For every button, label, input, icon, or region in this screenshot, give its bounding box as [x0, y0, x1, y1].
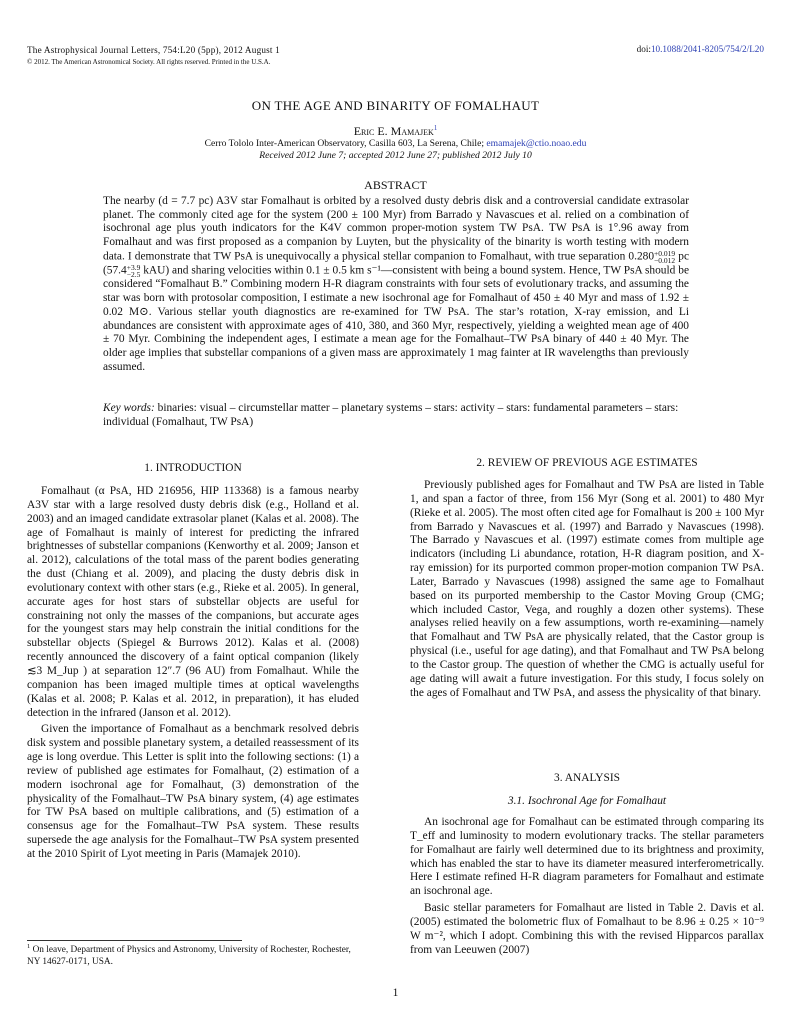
author-line — [0, 124, 791, 139]
journal-citation: The Astrophysical Journal Letters, 754:L20 (5pp), 2012 August 1 — [27, 45, 280, 55]
kau-errors — [127, 264, 141, 278]
separation-upper-error: +0.019 — [654, 248, 676, 258]
author-email-link[interactable]: emamajek@ctio.noao.edu — [486, 138, 587, 149]
abstract-text-1: The nearby (d = 7.7 pc) A3V star Fomalhaut is orbited by a resolved dusty debris disk and a controversial candidate extrasolar planet. The commonly cited age for the system (200 ± 100 Myr) from Barrado y Navascues et al. relied on a combination of isochronal age plus youth indicators for the K4V common proper-motion system TW PsA. TW PsA is 1°.96 away from Fomalhaut and was first proposed as a companion by Luyten, but the physicality of the binarity is worth testing with modern data. I demonstrate that TW PsA is unequivocally a physical stellar companion to Fomalhaut, with true separation — [103, 195, 689, 263]
intro-heading: 1. INTRODUCTION — [144, 462, 242, 474]
review-paragraph-1: Previously published ages for Fomalhaut and TW PsA are listed in Table 1, and span a factor of three, from 156 Myr (Song et al. 2001) to 480 Myr (Rieke et al. 2005). The most often cited age for Fomalhaut is 200 ± 100 Myr from Barrado y Navascues et al. (1997) and Barrado y Navascues (1998). The Barrado y Navascues et al. (1997) estimate comes from multiple age indicators (including Li abundance, rotation, H-R diagram position, and X-ray emission) for its purported common proper-motion companion TW PsA. Later, Barrado y Navascues (1998) assigned the same age to Fomalhaut based on its purported membership to the Castor Moving Group (CMG; which included Castor, Vega, and roughly a dozen other systems). These analyses relied heavily on a few assumptions, worth re-examining—namely that Fomalhaut and TW PsA are physically related, that the Castor group is physical (i.e., useful for age dating), and that Fomalhaut and TW PsA belong to the Castor group. The question of whether the CMG is actually useful for age dating will await a future investigation. For this study, I focus solely on the ages of Fomalhaut and TW PsA, and assess the physicality of that binary. — [410, 479, 764, 699]
kau-upper-error: +3.9 — [126, 263, 141, 273]
keywords-label: Key words: — [103, 402, 155, 414]
review-heading: 2. REVIEW OF PREVIOUS AGE ESTIMATES — [476, 457, 698, 469]
footnote-rule — [27, 940, 242, 941]
isochronal-subheading: 3.1. Isochronal Age for Fomalhaut — [507, 795, 667, 807]
author-name: Eric E. Mamajek — [353, 124, 434, 138]
right-column-analysis — [410, 816, 764, 957]
abstract-body — [103, 195, 689, 374]
publication-dates: Received 2012 June 7; accepted 2012 June 27; published 2012 July 10 — [259, 150, 532, 161]
paper-title: ON THE AGE AND BINARITY OF FOMALHAUT — [251, 98, 540, 113]
doi-header — [637, 44, 764, 54]
separation-lower-error: −0.012 — [654, 255, 676, 265]
running-header — [27, 44, 280, 68]
separation-errors — [654, 250, 675, 264]
keywords-block — [103, 402, 689, 429]
author-footnote-mark[interactable]: 1 — [433, 124, 438, 132]
separation-value: 0.280 — [628, 250, 655, 263]
abstract-text-2: pc (57.4 — [103, 250, 690, 277]
isochronal-paragraph-1: An isochronal age for Fomalhaut can be estimated through comparing its T_eff and luminosity to modern evolutionary tracks. The stellar parameters for Fomalhaut are fairly well determined due to its brightness and proximity, which has enabled the star to have its diameter measured interferometrically. Here I estimate refined H-R diagram parameters for Fomalhaut and estimate an isochronal age. — [410, 816, 764, 898]
copyright-line: © 2012. The American Astronomical Society. All rights reserved. Printed in the U.S.A. — [27, 58, 271, 66]
analysis-heading: 3. ANALYSIS — [554, 772, 620, 784]
abstract-text-3: kAU) and sharing velocities within 0.1 ± 0.5 km s⁻¹—consistent with being a bound system. Hence, TW PsA should be considered “Fomalhaut B.” Combining modern H-R diagram constraints with four sets of evolutionary tracks, and assuming the star was born with protosolar composition, I estimate a new isochronal age for Fomalhaut of 450 ± 40 Myr and mass of 1.92 ± 0.02 M⊙. Various stellar youth diagnostics are re-examined for TW PsA. The star’s rotation, X-ray emission, and Li abundances are consistent with approximate ages of 410, 380, and 360 Myr, respectively, yielding a weighted mean age of 400 ± 70 Myr. Combining the independent ages, I estimate a mean age for the Fomalhaut–TW PsA binary of 440 ± 40 Myr. The older age implies that substellar companions of a given mass are approximately 1 mag fainter at IR wavelengths than previously assumed. — [103, 264, 689, 373]
affiliation — [0, 138, 791, 149]
affiliation-text: Cerro Tololo Inter-American Observatory, Casilla 603, La Serena, Chile; — [204, 138, 485, 149]
doi-prefix: doi: — [636, 44, 651, 54]
left-column — [27, 485, 359, 862]
intro-paragraph-1: Fomalhaut (α PsA, HD 216956, HIP 113368) is a famous nearby A3V star with a large resolved dusty debris disk (e.g., Holland et al. 2003) and an imaged candidate extrasolar planet (Kalas et al. 2008). The age of Fomalhaut is mainly of interest for predicting the infrared brightnesses of substellar companions (Kenworthy et al. 2009; Janson et al. 2012), calculations of the total mass of the parent bodies generating the dust (Chiang et al. 2009), and placing the dusty debris disk in evolutionary context with other stars (e.g., Rieke et al. 2005). In general, accurate ages for host stars of substellar objects are useful for constraining not only the masses of the companions, but accurate ages for the youngest stars may help constrain the initial conditions for the substellar objects (Spiegel & Burrows 2012). Kalas et al. (2008) recently announced the discovery of a faint optical companion (likely ≲3 M_Jup ) at separation 12″.7 (96 AU) from Fomalhaut. While the companion has been imaged multiple times at optical wavelengths (Kalas et al. 2008; P. Kalas et al. 2012, in preparation), it has eluded detection in the infrared (Janson et al. 2012). — [27, 485, 359, 719]
keywords-list: binaries: visual – circumstellar matter – planetary systems – stars: activity – stars: fundamental parameters – stars: individual (Fomalhaut, TW PsA) — [103, 402, 679, 428]
isochronal-paragraph-2: Basic stellar parameters for Fomalhaut are listed in Table 2. Davis et al. (2005) estimated the bolometric flux of Fomalhaut to be 8.96 ± 0.25 × 10⁻⁹ W m⁻², which I adopt. Combining this with the revised Hipparcos parallax from van Leeuwen (2007) — [410, 902, 764, 956]
abstract-heading: ABSTRACT — [364, 178, 427, 192]
footnote — [27, 942, 359, 968]
right-column-review — [410, 479, 764, 701]
footnote-mark: 1 — [27, 942, 31, 950]
doi-link[interactable]: 10.1088/2041-8205/754/2/L20 — [650, 44, 764, 54]
footnote-text: On leave, Department of Physics and Astronomy, University of Rochester, Rochester, NY 14627-0171, USA. — [27, 945, 351, 967]
kau-lower-error: −2.5 — [126, 270, 141, 280]
intro-paragraph-2: Given the importance of Fomalhaut as a benchmark resolved debris disk system and possible planetary system, a detailed reassessment of its age is long overdue. This Letter is split into the following sections: (1) a review of published age estimates for Fomalhaut, (2) estimation of a modern isochronal age for Fomalhaut, (3) demonstration of the physicality of the Fomalhaut–TW PsA binary system, (4) age estimates for TW PsA based on multiple calibrations, and (5) estimation of a consensus age for the Fomalhaut–TW PsA system. These results supersede the age analysis for the Fomalhaut–TW PsA system presented at the 2010 Spirit of Lyot meeting in Paris (Mamajek 2010). — [27, 723, 359, 860]
page-number: 1 — [392, 987, 399, 999]
